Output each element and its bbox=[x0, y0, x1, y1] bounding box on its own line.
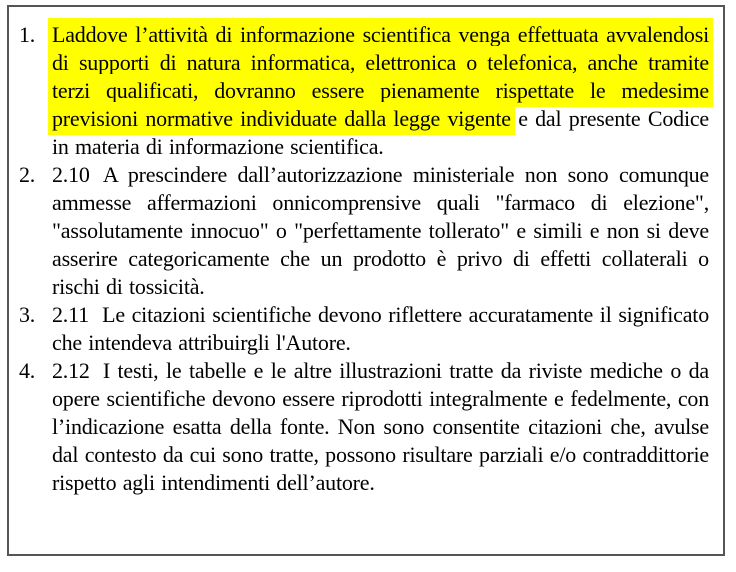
list-item-2 bbox=[19, 161, 709, 301]
clause-number: 2.11 bbox=[52, 302, 89, 327]
item-text: I testi, le tabelle e le altre illustrazioni tratte da riviste mediche o da opere scientifiche devono essere riprodotti integralmente e fedelmente, con l’indicazione esatta della fonte. Non sono consentite citazioni che, avulse dal contesto da cui sono tratte, possono risultare parziali e/o contraddittorie rispetto agli intendimenti dell’autore. bbox=[52, 358, 709, 495]
item-text: A prescindere dall’autorizzazione ministeriale non sono comunque ammesse affermazioni onnicomprensive quali "farmaco di elezione", "assolutamente innocuo" o "perfettamente tollerato" e simili e non si deve asserire categoricamente che un prodotto è privo di effetti collaterali o rischi di tossicità. bbox=[52, 162, 709, 299]
highlighted-text: Laddove l’attività di informazione scientifica venga effettuata avvalendosi di supporti di natura informatica, elettronica o telefonica, anche tramite terzi qualificati, dovranno essere pienamente rispettate le medesime previsioni normative individuate dalla legge vigente bbox=[48, 18, 713, 135]
item-number: 4. bbox=[19, 358, 36, 383]
clause-number: 2.10 bbox=[52, 162, 90, 187]
numbered-list bbox=[9, 7, 723, 497]
item-number: 1. bbox=[19, 22, 36, 47]
item-text: Le citazioni scientifiche devono riflettere accuratamente il significato che intendeva attribuirgli l'Autore. bbox=[52, 302, 709, 355]
list-item-1 bbox=[19, 21, 709, 161]
document-frame bbox=[7, 5, 725, 556]
clause-number: 2.12 bbox=[52, 358, 90, 383]
item-number: 3. bbox=[19, 302, 36, 327]
item-number: 2. bbox=[19, 162, 36, 187]
list-item-3 bbox=[19, 301, 709, 357]
list-item-4 bbox=[19, 357, 709, 497]
item-text: e dal presente Codice in materia di informazione scientifica. bbox=[52, 106, 709, 159]
